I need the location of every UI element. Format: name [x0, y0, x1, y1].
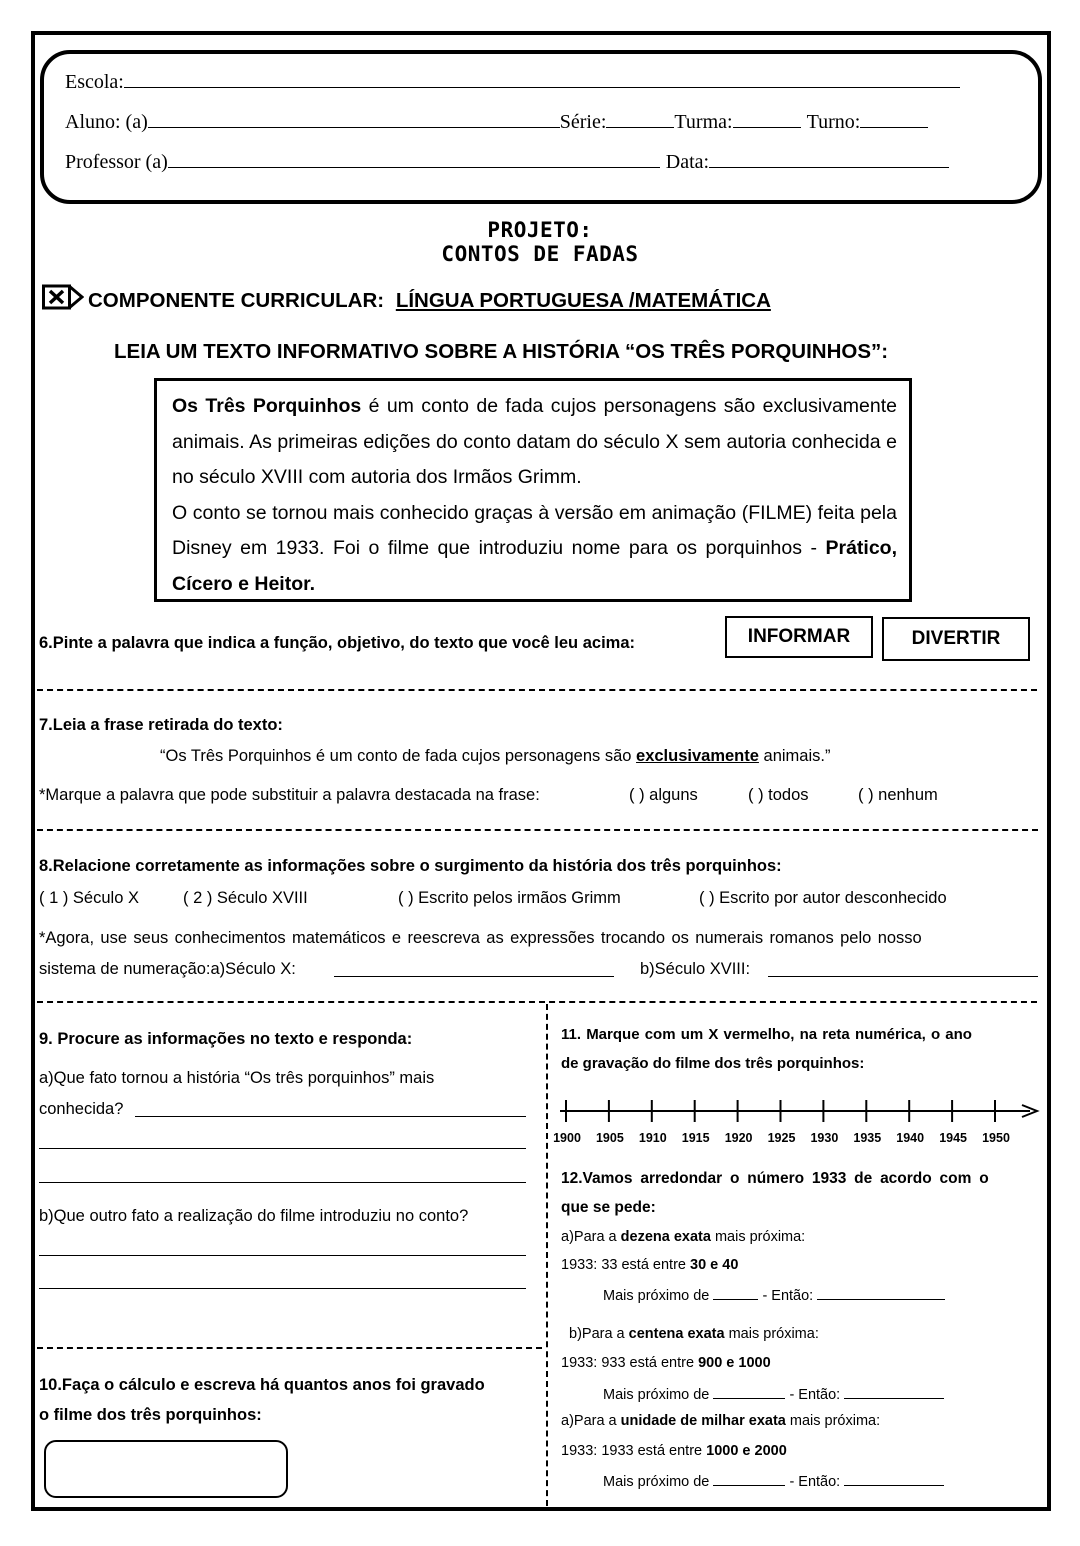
q12-b-prefix: b)Para a	[569, 1326, 629, 1342]
q9-a-line2: conhecida?	[39, 1100, 124, 1118]
q8-item-grimm[interactable]: ( ) Escrito pelos irmãos Grimm	[398, 889, 621, 907]
title-line1: PROJETO:	[487, 218, 593, 242]
info-bold-start: Os Três Porquinhos	[172, 395, 362, 417]
number-line-label: 1935	[853, 1131, 882, 1145]
date-field[interactable]	[709, 150, 949, 168]
q12-b-closest-field[interactable]	[713, 1385, 785, 1399]
q7-option-todos[interactable]: ( ) todos	[748, 786, 809, 804]
class-label: Turma:	[674, 111, 733, 133]
q8-item-2: ( 2 ) Século XVIII	[183, 889, 308, 907]
q10-line1: 10.Faça o cálculo e escreva há quantos anos foi gravado	[39, 1376, 485, 1394]
q9-b-answer-line-2[interactable]	[39, 1288, 526, 1289]
divider-3	[37, 1001, 1037, 1003]
q12-b-heading	[569, 1326, 819, 1342]
q12-a-prefix: a)Para a	[561, 1229, 621, 1245]
q12-b-range-bold: 900 e 1000	[698, 1355, 771, 1371]
teacher-field[interactable]	[168, 150, 660, 168]
q9-b-answer-line-1[interactable]	[39, 1255, 526, 1256]
student-row	[65, 110, 928, 134]
q7-quote	[160, 747, 830, 766]
component-row	[88, 289, 771, 313]
q8-item-unknown[interactable]: ( ) Escrito por autor desconhecido	[699, 889, 947, 907]
q12-b-then-field[interactable]	[844, 1385, 944, 1399]
q12-a-bold: dezena exata	[620, 1229, 711, 1245]
q11-line1: 11. Marque com um X vermelho, na reta numérica, o ano	[561, 1026, 972, 1043]
q12-a-closest-field[interactable]	[713, 1286, 758, 1300]
q12-c-heading	[561, 1413, 880, 1429]
q12-c-bold: unidade de milhar exata	[620, 1413, 786, 1429]
q9-a-answer-line-3[interactable]	[39, 1182, 526, 1183]
vertical-divider	[546, 1004, 548, 1506]
q12-c-closest-field[interactable]	[713, 1472, 785, 1486]
school-label: Escola:	[65, 71, 124, 93]
checkbox-arrow-icon	[42, 284, 84, 317]
q12-c-range-bold: 1000 e 2000	[706, 1443, 787, 1459]
teacher-label: Professor (a)	[65, 151, 168, 173]
info-paragraph-2	[172, 496, 897, 603]
q7-option-nenhum[interactable]: ( ) nenhum	[858, 786, 938, 804]
q10-answer-box[interactable]	[44, 1440, 288, 1498]
school-row	[65, 70, 960, 94]
q12-a-range-prefix: 1933: 33 está entre	[561, 1257, 690, 1273]
number-line-label: 1950	[982, 1131, 1010, 1145]
q12-a-then-label: - Então:	[762, 1288, 814, 1304]
q9-a-answer-line-1[interactable]	[135, 1116, 526, 1117]
q12-c-range	[561, 1443, 787, 1459]
student-label: Aluno: (a)	[65, 111, 148, 133]
divider-2	[37, 829, 1038, 831]
q12-b-closest-label: Mais próximo de	[603, 1387, 710, 1403]
q6-text: 6.Pinte a palavra que indica a função, objetivo, do texto que você leu acima:	[39, 634, 635, 652]
q9-title: 9. Procure as informações no texto e responda:	[39, 1030, 413, 1048]
teacher-row	[65, 150, 949, 174]
q8-answer-b-line[interactable]	[768, 976, 1038, 977]
q12-b-suffix: mais próxima:	[724, 1326, 819, 1342]
q12-a-range-bold: 30 e 40	[690, 1257, 739, 1273]
q12-c-closest-label: Mais próximo de	[603, 1474, 710, 1490]
number-line-label: 1915	[681, 1131, 710, 1145]
info-text-box	[154, 378, 912, 602]
school-field[interactable]	[124, 70, 960, 88]
info-paragraph-1	[172, 389, 897, 496]
q12-c-then-label: - Então:	[789, 1474, 841, 1490]
q12-a-heading	[561, 1229, 805, 1245]
student-field[interactable]	[148, 110, 560, 128]
number-line-label: 1940	[896, 1131, 925, 1145]
q12-a-closest-label: Mais próximo de	[603, 1288, 710, 1304]
q7-quote-start: “Os Três Porquinhos é um conto de fada cujos personagens são	[160, 747, 637, 765]
q8-instruction-line2a: sistema de numeração:a)Século X:	[39, 960, 296, 978]
q8-item-1: ( 1 ) Século X	[39, 889, 139, 907]
q12-b-bold: centena exata	[628, 1326, 725, 1342]
q12-a-suffix: mais próxima:	[710, 1229, 806, 1245]
q11-line2: de gravação do filme dos três porquinhos:	[561, 1055, 865, 1072]
number-line-label: 1900	[553, 1131, 581, 1145]
q12-c-answer-row	[603, 1472, 944, 1490]
q6-option-divertir[interactable]: DIVERTIR	[882, 617, 1030, 661]
divider-4	[37, 1347, 542, 1349]
shift-field[interactable]	[860, 110, 928, 128]
info-p1-rest: é um conto de fada cujos personagens são exclusivamente animais. As primeiras edições do conto datam do século X sem autoria conhecida e no século XVIII com autoria dos Irmãos Grimm.	[172, 395, 897, 488]
component-label: COMPONENTE CURRICULAR:	[88, 289, 385, 312]
q12-c-suffix: mais próxima:	[785, 1413, 881, 1429]
number-line-label: 1925	[767, 1131, 796, 1145]
shift-label: Turno:	[806, 111, 861, 133]
number-line-label: 1910	[638, 1131, 667, 1145]
title-line2: CONTOS DE FADAS	[441, 242, 639, 266]
component-subjects: LÍNGUA PORTUGUESA /MATEMÁTICA	[395, 289, 771, 312]
number-line[interactable]	[560, 1096, 1042, 1131]
grade-field[interactable]	[606, 110, 674, 128]
q12-line2: que se pede:	[561, 1199, 656, 1216]
q6-option-informar[interactable]: INFORMAR	[725, 616, 873, 658]
divider-1	[37, 689, 1037, 691]
q8-answer-a-line[interactable]	[334, 976, 614, 977]
q12-b-then-label: - Então:	[789, 1387, 841, 1403]
q12-a-answer-row	[603, 1286, 945, 1304]
q8-title: 8.Relacione corretamente as informações sobre o surgimento da história dos três porquinhos:	[39, 857, 782, 875]
q8-instruction-line2b: b)Século XVIII:	[640, 960, 751, 978]
number-line-label: 1930	[810, 1131, 839, 1145]
q12-c-prefix: a)Para a	[561, 1413, 621, 1429]
q12-b-answer-row	[603, 1385, 944, 1403]
info-p2-bold: Prático, Cícero e Heitor.	[172, 537, 897, 595]
q12-a-then-field[interactable]	[817, 1286, 945, 1300]
q12-b-range	[561, 1355, 771, 1371]
q9-a-answer-line-2[interactable]	[39, 1148, 526, 1149]
q12-b-range-prefix: 1933: 933 está entre	[561, 1355, 699, 1371]
q7-option-alguns[interactable]: ( ) alguns	[629, 786, 698, 804]
q7-instruction: *Marque a palavra que pode substituir a palavra destacada na frase:	[39, 786, 540, 804]
q7-quote-highlight: exclusivamente	[636, 747, 759, 765]
q10-line2: o filme dos três porquinhos:	[39, 1406, 262, 1424]
q8-instruction-line1: *Agora, use seus conhecimentos matemáticos e reescreva as expressões trocando os numerais romanos pelo nosso	[39, 929, 922, 947]
number-line-label: 1920	[724, 1131, 753, 1145]
q9-a-line1: a)Que fato tornou a história “Os três porquinhos” mais	[39, 1069, 435, 1087]
q12-a-range	[561, 1257, 738, 1273]
number-line-label: 1905	[595, 1131, 624, 1145]
class-field[interactable]	[733, 110, 801, 128]
q9-b-text: b)Que outro fato a realização do filme introduziu no conto?	[39, 1207, 469, 1225]
q7-title: 7.Leia a frase retirada do texto:	[39, 716, 283, 734]
date-label: Data:	[665, 151, 710, 173]
instruction-heading: LEIA UM TEXTO INFORMATIVO SOBRE A HISTÓRIA “OS TRÊS PORQUINHOS”:	[114, 340, 889, 363]
q7-quote-end: animais.”	[758, 747, 831, 765]
q12-c-range-prefix: 1933: 1933 está entre	[561, 1443, 707, 1459]
grade-label: Série:	[559, 111, 607, 133]
q12-line1: 12.Vamos arredondar o número 1933 de acordo com o	[561, 1170, 989, 1187]
number-line-label: 1945	[939, 1131, 967, 1145]
info-p2-start: O conto se tornou mais conhecido graças à versão em animação (FILME) feita pela Disney em 1933. Foi o filme que introduziu nome para os porquinhos -	[172, 501, 897, 559]
q12-c-then-field[interactable]	[844, 1472, 944, 1486]
